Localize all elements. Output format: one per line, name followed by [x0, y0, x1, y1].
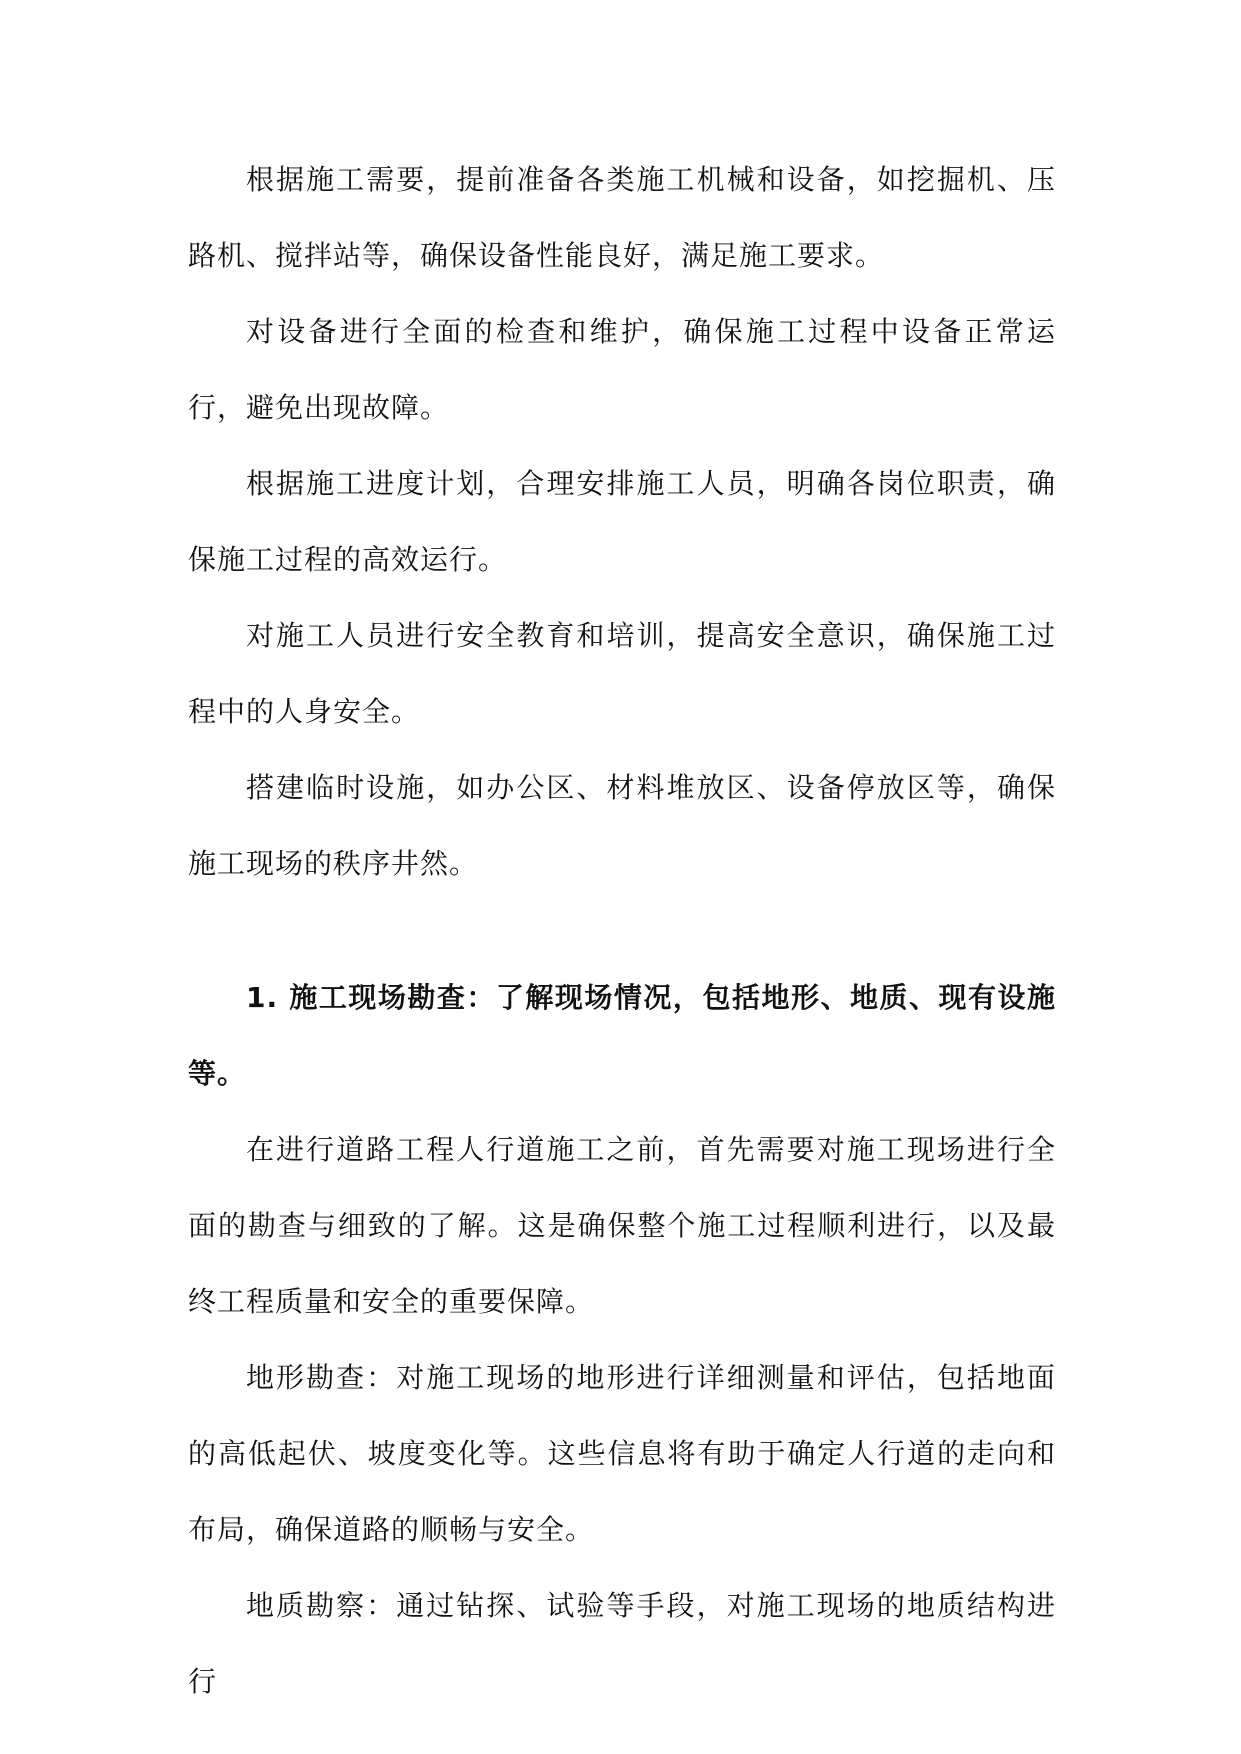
paragraph-terrain-survey: 地形勘查：对施工现场的地形进行详细测量和评估，包括地面的高低起伏、坡度变化等。这些信息将有助于确定人行道的走向和布局，确保道路的顺畅与安全。 [188, 1361, 1056, 1546]
document-body [188, 142, 1056, 1720]
paragraph-equipment-preparation: 根据施工需要，提前准备各类施工机械和设备，如挖掘机、压路机、搅拌站等，确保设备性能良好，满足施工要求。 [188, 163, 1056, 272]
paragraph-staff-arrangement: 根据施工进度计划，合理安排施工人员，明确各岗位职责，确保施工过程的高效运行。 [188, 467, 1056, 576]
paragraph-geology-survey: 地质勘察：通过钻探、试验等手段，对施工现场的地质结构进行 [188, 1589, 1056, 1698]
paragraph-safety-training: 对施工人员进行安全教育和培训，提高安全意识，确保施工过程中的人身安全。 [188, 619, 1056, 728]
section-heading-site-survey: 1. 施工现场勘查：了解现场情况，包括地形、地质、现有设施等。 [188, 981, 1056, 1090]
paragraph-equipment-maintenance: 对设备进行全面的检查和维护，确保施工过程中设备正常运行，避免出现故障。 [188, 315, 1056, 424]
paragraph-survey-intro: 在进行道路工程人行道施工之前，首先需要对施工现场进行全面的勘查与细致的了解。这是确保整个施工过程顺利进行，以及最终工程质量和安全的重要保障。 [188, 1133, 1056, 1318]
paragraph-temporary-facilities: 搭建临时设施，如办公区、材料堆放区、设备停放区等，确保施工现场的秩序井然。 [188, 771, 1056, 880]
